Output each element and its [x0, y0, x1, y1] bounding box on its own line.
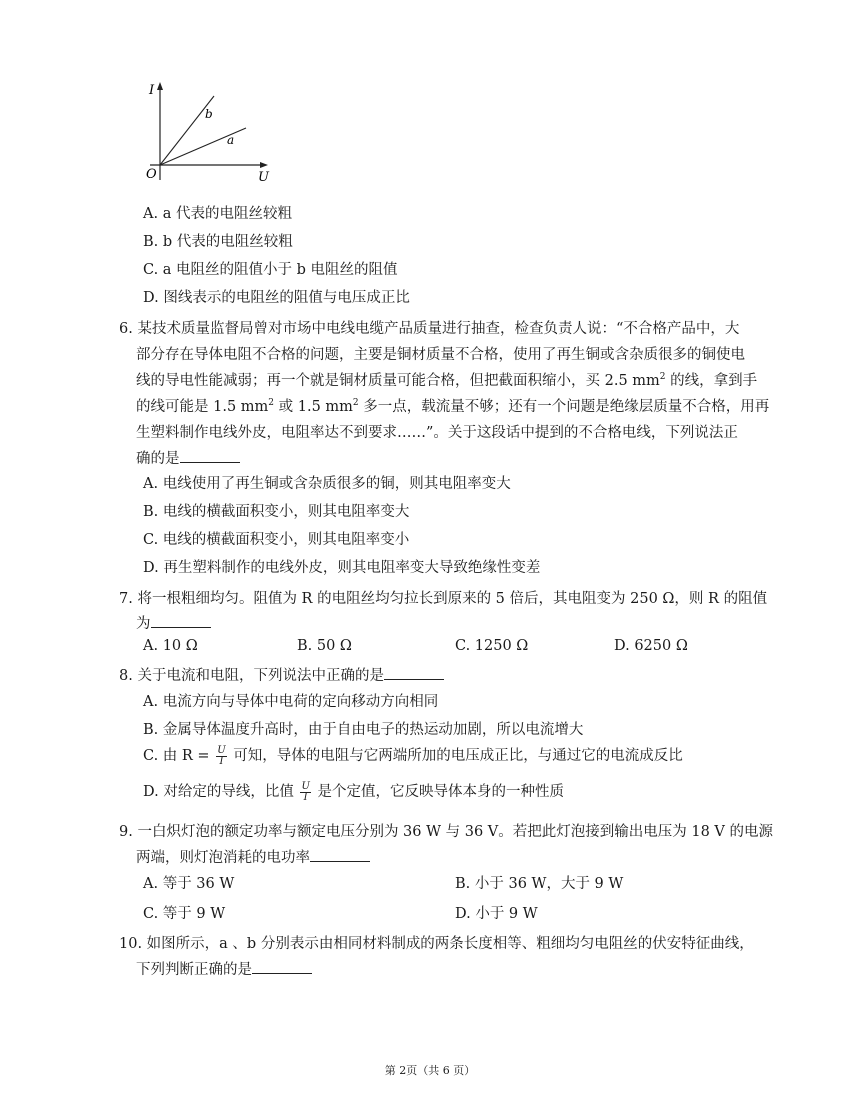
iu-graph — [140, 80, 280, 188]
answer-blank[interactable] — [151, 613, 211, 628]
q6-line-3: 线的导电性能减弱；再一个就是铜材质量可能合格，但把截面积缩小，买 2.5 $mm^2$ 的线，拿到手 — [136, 372, 758, 389]
answer-blank[interactable] — [180, 448, 240, 463]
q9-option-c: C. 等于 9 W — [143, 906, 226, 922]
fraction-u-over-i: $\frac{U}{I}$ — [301, 780, 310, 803]
q9-line-1: 9. 一白炽灯泡的额定功率与额定电压分别为 36 W 与 36 V。若把此灯泡接到输出电压为 18 V 的电源 — [119, 824, 774, 840]
q7-option-b: B. 50 Ω — [297, 638, 352, 654]
origin-label: O — [146, 167, 157, 182]
q8-option-b: B. 金属导体温度升高时，由于自由电子的热运动加剧，所以电流增大 — [143, 722, 584, 738]
y-axis-arrow — [157, 82, 163, 90]
answer-blank[interactable] — [310, 847, 370, 862]
q7-line-2: 为 — [136, 612, 211, 633]
q9-option-a: A. 等于 36 W — [143, 876, 235, 892]
q6-line-6: 确的是 — [136, 447, 240, 468]
q6-option-a: A. 电线使用了再生铜或含杂质很多的铜，则其电阻率变大 — [143, 476, 511, 492]
q6-option-b: B. 电线的横截面积变小，则其电阻率变大 — [143, 504, 410, 520]
q7-option-a: A. 10 Ω — [143, 638, 198, 654]
q7-option-c: C. 1250 Ω — [455, 638, 529, 654]
q8-option-d: D. 对给定的导线，比值 $\frac{U}{I}$ 是个定值，它反映导体本身的一种性质 — [143, 780, 564, 803]
q10-line-2: 下列判断正确的是 — [136, 958, 312, 979]
q7-line-1: 7. 将一根粗细均匀。阻值为 R 的电阻丝均匀拉长到原来的 5 倍后，其电阻变为 250 Ω，则 R 的阻值 — [119, 591, 768, 607]
q6-line-1: 6. 某技术质量监督局曾对市场中电线电缆产品质量进行抽查，检查负责人说：“不合格产品中，大 — [119, 321, 740, 337]
q5-option-c: C. a 电阻丝的阻值小于 b 电阻丝的阻值 — [143, 262, 398, 278]
q5-option-d: D. 图线表示的电阻丝的阻值与电压成正比 — [143, 290, 410, 306]
q6-option-d: D. 再生塑料制作的电线外皮，则其电阻率变大导致绝缘性变差 — [143, 560, 541, 576]
q9-line-2: 两端，则灯泡消耗的电功率 — [136, 846, 370, 867]
answer-blank[interactable] — [252, 959, 312, 974]
q6-line-4: 的线可能是 1.5 $mm^2$ 或 1.5 $mm^2$ 多一点，载流量不够；还有一个问题是绝缘层质量不合格，用再 — [136, 398, 770, 415]
q10-line-1: 10. 如图所示，a 、b 分别表示由相同材料制成的两条长度相等、粗细均匀电阻丝的伏安特征曲线， — [119, 936, 754, 952]
x-axis-arrow — [260, 162, 268, 168]
q9-option-b: B. 小于 36 W，大于 9 W — [455, 876, 624, 892]
q6-option-c: C. 电线的横截面积变小，则其电阻率变小 — [143, 532, 410, 548]
line-a-label: a — [227, 133, 235, 147]
q6-line-2: 部分存在导体电阻不合格的问题，主要是铜材质量不合格，使用了再生铜或含杂质很多的铜使电 — [136, 347, 745, 363]
answer-blank[interactable] — [384, 665, 444, 680]
q9-option-d: D. 小于 9 W — [455, 906, 538, 922]
q5-option-a: A. a 代表的电阻丝较粗 — [143, 206, 292, 222]
q6-line-5: 生塑料制作电线外皮，电阻率达不到要求……”。关于这段话中提到的不合格电线，下列说法正 — [136, 425, 738, 441]
axis-x-label: U — [258, 170, 269, 185]
fraction-u-over-i: $\frac{U}{I}$ — [217, 744, 226, 767]
q8-line-1: 8. 关于电流和电阻，下列说法中正确的是 — [119, 664, 444, 685]
axis-y-label: I — [149, 83, 155, 98]
q8-option-c: C. 由 R = $\frac{U}{I}$ 可知，导体的电阻与它两端所加的电压成正比，与通过它的电流成反比 — [143, 744, 683, 767]
line-b-label: b — [205, 107, 213, 121]
q5-option-b: B. b 代表的电阻丝较粗 — [143, 234, 293, 250]
page-footer: 第 2页（共 6 页） — [384, 1064, 476, 1077]
q8-option-a: A. 电流方向与导体中电荷的定向移动方向相同 — [143, 694, 439, 710]
q7-option-d: D. 6250 Ω — [614, 638, 688, 654]
